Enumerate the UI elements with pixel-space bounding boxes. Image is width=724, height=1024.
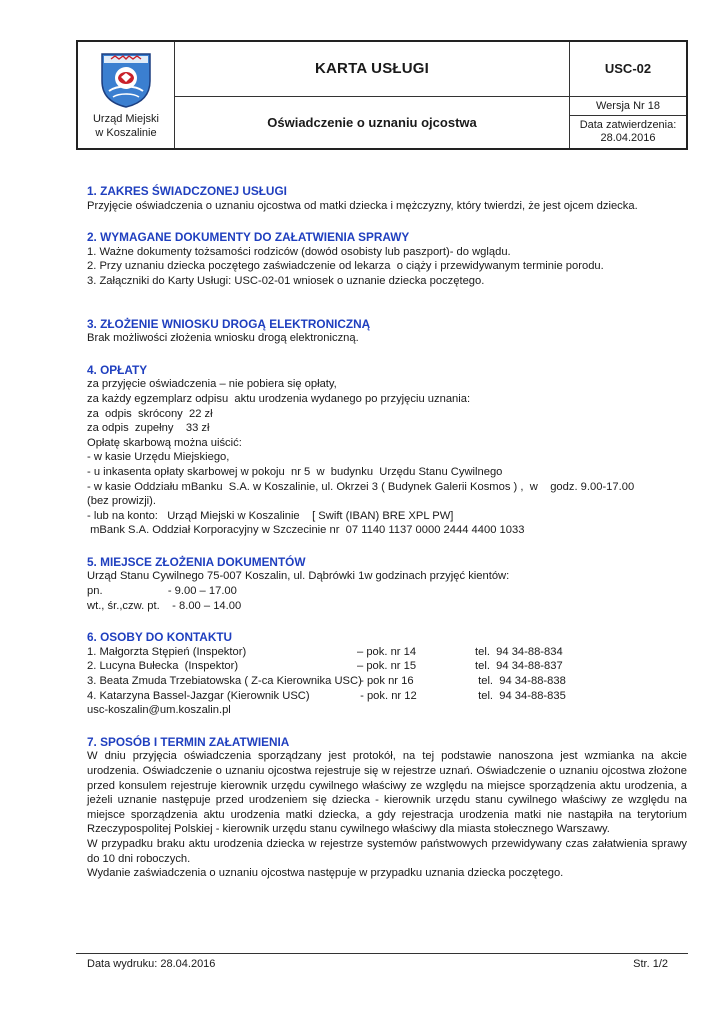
section-line: 3. Załączniki do Karty Usługi: USC-02-01 wniosek o uznanie dziecka poczętego. bbox=[87, 274, 485, 287]
section-paragraph: W dniu przyjęcia oświadczenia sporządzany jest protokół, na tej podstawie nanoszona jest wzmianka na akcie urodzenia. Oświadczenie o uznaniu ojcostwa rejestruje się w rejestrze uznań. Oświadczenie o uznaniu ojcostwa złożone przed konsulem rejestruje kierownik urzędu cywilnego właściwy ze względu na miejsce sporządzenia aktu urodzenia, a jeżeli uznanie następuje przed urodzeniem się dziecka - kierownik urzędu stanu cywilnego właściwy ze względu na miejsce sporządzenia aktu urodzenia matki dziecka, a gdy rejestracja urodzenia matki nie nastąpiła na terytorium Rzeczypospolitej Polskiej - kierownik urzędu stanu cywilnego właściwy dla miasta stołecznego Warszawy. bbox=[87, 750, 687, 836]
section-procedure bbox=[87, 735, 687, 881]
section-line: mBank S.A. Oddział Korporacyjny w Szczecinie nr 07 1140 1137 0000 2444 4400 1033 bbox=[87, 524, 525, 537]
contact-row bbox=[87, 689, 687, 704]
document-code: USC-02 bbox=[570, 41, 688, 96]
section-paragraph: W przypadku braku aktu urodzenia dziecka w rejestrze systemów państwowych przewidywany czas załatwienia sprawy do 10 dni roboczych. bbox=[87, 837, 687, 865]
section-scope bbox=[87, 184, 687, 213]
section-submission-place bbox=[87, 555, 687, 613]
section-line: (bez prowizji). bbox=[87, 495, 157, 508]
section-title: 3. ZŁOŻENIE WNIOSKU DROGĄ ELEKTRONICZNĄ bbox=[87, 316, 371, 331]
section-line: za odpis skrócony 22 zł bbox=[87, 407, 213, 420]
section-title: 7. SPOSÓB I TERMIN ZAŁATWIENIA bbox=[87, 734, 290, 749]
section-line: Przyjęcie oświadczenia o uznaniu ojcostwa od matki dziecka i mężczyzny, który twierdzi, że jest ojcem dziecka. bbox=[87, 199, 638, 212]
section-line: - u inkasenta opłaty skarbowej w pokoju nr 5 w budynku Urzędu Stanu Cywilnego bbox=[87, 465, 503, 478]
section-title: 2. WYMAGANE DOKUMENTY DO ZAŁATWIENIA SPRAWY bbox=[87, 230, 410, 245]
section-paragraph: Wydanie zaświadczenia o uznaniu ojcostwa następuje w przypadku uznania dziecka poczętego. bbox=[87, 867, 564, 880]
section-title: 4. OPŁATY bbox=[87, 362, 148, 377]
koszalin-crest-icon bbox=[99, 51, 153, 109]
contact-row bbox=[87, 645, 687, 660]
contact-email: usc-koszalin@um.koszalin.pl bbox=[87, 704, 231, 717]
contact-phone: tel. 94 34-88-834 bbox=[475, 645, 563, 658]
section-line: - w kasie Urzędu Miejskiego, bbox=[87, 451, 230, 464]
contact-name: 1. Małgorzta Stępień (Inspektor) bbox=[87, 645, 247, 658]
logo-cell bbox=[77, 41, 175, 149]
contact-room: – pok. nr 14 bbox=[357, 645, 417, 658]
section-line: za każdy egzemplarz odpisu aktu urodzenia wydanego po przyjęciu uznania: bbox=[87, 392, 471, 405]
print-date: Data wydruku: 28.04.2016 bbox=[87, 958, 216, 970]
office-name-line1: Urząd Miejski bbox=[92, 113, 159, 126]
section-fees bbox=[87, 363, 687, 538]
office-name-line2: w Koszalinie bbox=[95, 127, 157, 140]
footer-divider bbox=[76, 953, 688, 954]
section-title: 6. OSOBY DO KONTAKTU bbox=[87, 630, 233, 645]
contact-room: – pok. nr 15 bbox=[357, 660, 417, 673]
contact-phone: tel. 94 34-88-835 bbox=[475, 689, 566, 702]
version-label: Wersja Nr 18 bbox=[570, 97, 686, 116]
contact-name: 4. Katarzyna Bassel-Jazgar (Kierownik USC) bbox=[87, 689, 310, 702]
section-line: Brak możliwości złożenia wniosku drogą elektroniczną. bbox=[87, 332, 359, 345]
section-line: - w kasie Oddziału mBanku S.A. w Koszalinie, ul. Okrzei 3 ( Budynek Galerii Kosmos ) , w godz. 9.00-17.00 bbox=[87, 480, 635, 493]
contact-row bbox=[87, 674, 687, 689]
section-title: 5. MIEJSCE ZŁOŻENIA DOKUMENTÓW bbox=[87, 554, 306, 569]
version-date-cell bbox=[570, 96, 688, 149]
contact-room: - pok. nr 12 bbox=[357, 689, 417, 702]
section-line: pn. - 9.00 – 17.00 bbox=[87, 585, 237, 598]
approval-label: Data zatwierdzenia: bbox=[579, 118, 677, 131]
contact-room: - pok nr 16 bbox=[357, 675, 414, 688]
section-line: za odpis zupełny 33 zł bbox=[87, 422, 210, 435]
section-electronic-submission bbox=[87, 317, 687, 346]
section-line: Urząd Stanu Cywilnego 75-007 Koszalin, ul. Dąbrówki 1w godzinach przyjęć kientów: bbox=[87, 570, 510, 583]
section-line: wt., śr.,czw. pt. - 8.00 – 14.00 bbox=[87, 599, 242, 612]
contact-row bbox=[87, 659, 687, 674]
section-line: - lub na konto: Urząd Miejski w Koszalinie [ Swift (IBAN) BRE XPL PW] bbox=[87, 509, 454, 522]
document-subtitle: Oświadczenie o uznaniu ojcostwa bbox=[175, 96, 570, 149]
contact-name: 3. Beata Zmuda Trzebiatowska ( Z-ca Kierownika USC) bbox=[87, 675, 362, 688]
section-line: 2. Przy uznaniu dziecka poczętego zaświadczenie od lekarza o ciąży i przewidywanym terminie porodu. bbox=[87, 260, 604, 273]
section-title: 1. ZAKRES ŚWIADCZONEJ USŁUGI bbox=[87, 184, 287, 198]
contact-name: 2. Lucyna Bułecka (Inspektor) bbox=[87, 660, 239, 673]
section-contacts bbox=[87, 630, 687, 718]
document-title: KARTA USŁUGI bbox=[175, 41, 570, 96]
section-line: Opłatę skarbową można uiścić: bbox=[87, 436, 242, 449]
contact-phone: tel. 94 34-88-837 bbox=[475, 660, 563, 673]
document-content bbox=[87, 184, 687, 881]
header-table bbox=[76, 40, 688, 150]
section-required-documents bbox=[87, 230, 687, 288]
contact-phone: tel. 94 34-88-838 bbox=[475, 675, 566, 688]
approval-date: 28.04.2016 bbox=[600, 131, 656, 144]
section-line: za przyjęcie oświadczenia – nie pobiera się opłaty, bbox=[87, 378, 337, 391]
page-number: Str. 1/2 bbox=[633, 958, 668, 970]
section-line: 1. Ważne dokumenty tożsamości rodziców (dowód osobisty lub paszport)- do wglądu. bbox=[87, 245, 511, 258]
